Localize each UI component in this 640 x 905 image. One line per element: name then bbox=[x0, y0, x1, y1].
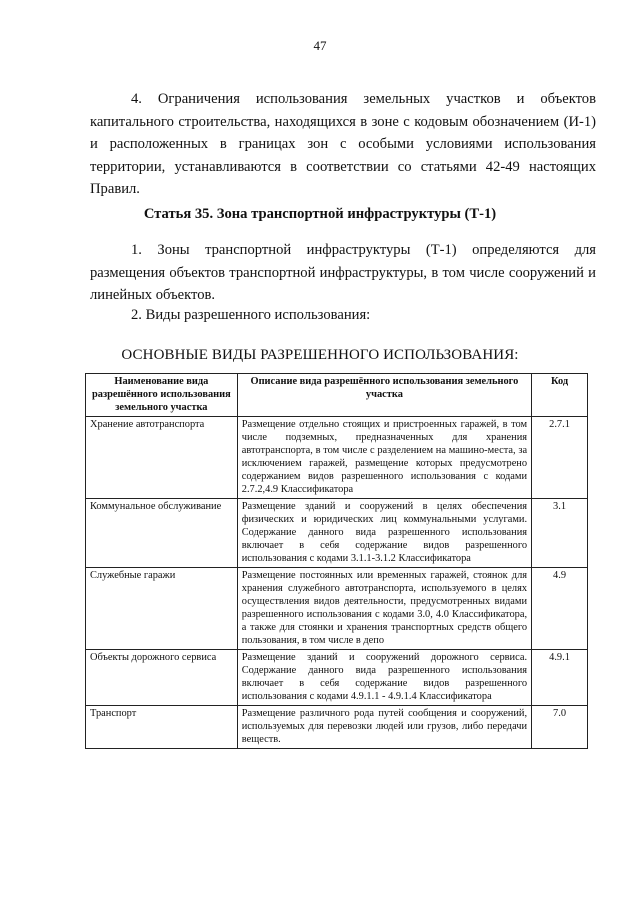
permitted-uses-table bbox=[85, 373, 588, 749]
paragraph-zone-definition: 1. Зоны транспортной инфраструктуры (Т-1) определяются для размещения объектов транспортной инфраструктуры, в том числе сооружений и линейных объектов. bbox=[90, 242, 596, 303]
header-name: Наименование вида разрешённого использования земельного участка bbox=[86, 374, 238, 417]
paragraph-restrictions: 4. Ограничения использования земельных участков и объектов капитального строительства, находящихся в зоне с кодовым обозначением (И-1) и расположенных в границах зон с особыми условиями использования территории, устанавливаются в соответствии со статьями 42-49 настоящих Правил. bbox=[90, 91, 596, 197]
page-number: 47 bbox=[313, 38, 327, 53]
table-row bbox=[86, 568, 588, 650]
row-name: Коммунальное обслуживание bbox=[86, 499, 238, 568]
table-header-row bbox=[86, 374, 588, 417]
table-caption: ОСНОВНЫЕ ВИДЫ РАЗРЕШЕННОГО ИСПОЛЬЗОВАНИЯ: bbox=[121, 347, 519, 363]
row-code: 4.9.1 bbox=[532, 650, 588, 706]
table-row bbox=[86, 706, 588, 749]
row-name: Служебные гаражи bbox=[86, 568, 238, 650]
row-description: Размещение различного рода путей сообщения и сооружений, используемых для перевозки людей или грузов, либо передачи веществ. bbox=[237, 706, 531, 749]
row-description: Размещение зданий и сооружений в целях обеспечения физических и юридических лиц коммунальными услугами. Содержание данного вида разрешенного использования включает в себя содержание видов разрешенного использования с кодами 3.1.1-3.1.2 Классификатора bbox=[237, 499, 531, 568]
row-code: 2.7.1 bbox=[532, 417, 588, 499]
row-description: Размещение отдельно стоящих и пристроенных гаражей, в том числе подземных, предназначенных для хранения автотранспорта, в том числе с разделением на машино-места, за исключением гаражей, размещение которых предусмотрено содержанием видов разрешенного использования с кодами 2.7.2,4.9 Классификатора bbox=[237, 417, 531, 499]
header-description: Описание вида разрешённого использования земельного участка bbox=[237, 374, 531, 417]
header-code: Код bbox=[532, 374, 588, 417]
row-description: Размещение зданий и сооружений дорожного сервиса. Содержание данного вида разрешенного использования включает в себя содержание видов разрешенного использования с кодами 4.9.1.1 - 4.9.1.4 Классификатора bbox=[237, 650, 531, 706]
row-description: Размещение постоянных или временных гаражей, стоянок для хранения служебного автотранспорта, используемого в целях осуществления видов деятельности, предусмотренных видами разрешенного использования с кодами 3.0, 4.0 Классификатора, а также для стоянки и хранения транспортных средств общего пользования, в том числе в депо bbox=[237, 568, 531, 650]
table-row bbox=[86, 499, 588, 568]
row-code: 4.9 bbox=[532, 568, 588, 650]
table-row bbox=[86, 650, 588, 706]
row-name: Хранение автотранспорта bbox=[86, 417, 238, 499]
paragraph-permitted-uses: 2. Виды разрешенного использования: bbox=[131, 307, 371, 323]
row-code: 3.1 bbox=[532, 499, 588, 568]
row-name: Транспорт bbox=[86, 706, 238, 749]
table-row bbox=[86, 417, 588, 499]
row-code: 7.0 bbox=[532, 706, 588, 749]
article-heading: Статья 35. Зона транспортной инфраструктуры (Т-1) bbox=[143, 206, 497, 222]
row-name: Объекты дорожного сервиса bbox=[86, 650, 238, 706]
